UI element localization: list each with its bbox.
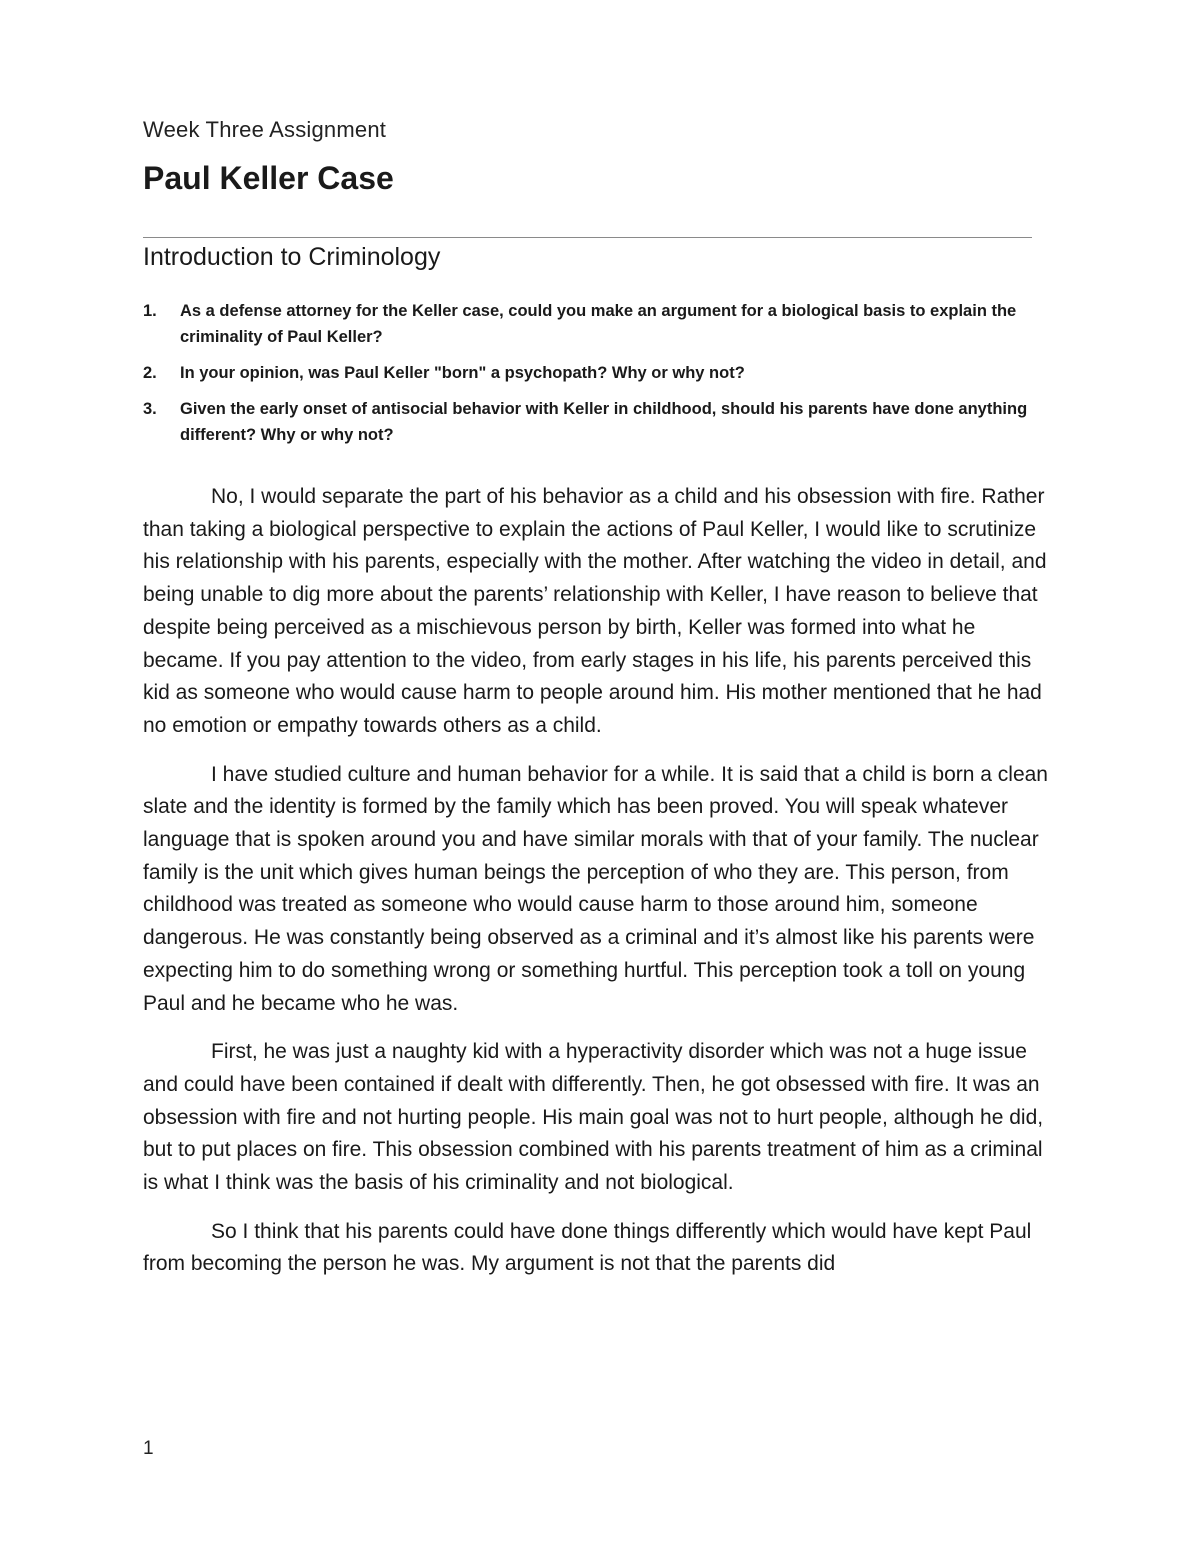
course-subtitle: Introduction to Criminology [143, 243, 441, 271]
essay-body [143, 481, 1048, 1297]
question-text: In your opinion, was Paul Keller "born" a psychopath? Why or why not? [180, 364, 745, 382]
question-list [143, 298, 1043, 458]
question-number: 1. [143, 302, 157, 320]
body-paragraph: First, he was just a naughty kid with a hyperactivity disorder which was not a huge issue and could have been contained if dealt with differently. Then, he got obsessed with fire. It was an obsession with fire and not hurting people. His main goal was not to hurt people, although he did, but to put places on fire. This obsession combined with his parents treatment of him as a criminal is what I think was the basis of his criminality and not biological. [143, 1040, 1044, 1195]
assignment-label: Week Three Assignment [143, 117, 387, 142]
question-text: Given the early onset of antisocial behavior with Keller in childhood, should his parents have done anything different? Why or why not? [180, 400, 1028, 444]
document-title: Paul Keller Case [143, 160, 394, 196]
question-text: As a defense attorney for the Keller case, could you make an argument for a biological basis to explain the criminality of Paul Keller? [180, 302, 1017, 346]
question-item [143, 360, 1043, 386]
title-divider [143, 237, 1032, 238]
body-paragraph: No, I would separate the part of his behavior as a child and his obsession with fire. Rather than taking a biological perspective to explain the actions of Paul Keller, I would like to scrutinize his relationship with his parents, especially with the mother. After watching the video in detail, and being unable to dig more about the parents’ relationship with Keller, I have reason to believe that despite being perceived as a mischievous person by birth, Keller was formed into what he became. If you pay attention to the video, from early stages in his life, his parents perceived this kid as someone who would cause harm to people around him. His mother mentioned that he had no emotion or empathy towards others as a child. [143, 485, 1047, 737]
body-paragraph: So I think that his parents could have done things differently which would have kept Paul from becoming the person he was. My argument is not that the parents did [143, 1219, 1032, 1276]
question-item [143, 298, 1043, 350]
question-item [143, 396, 1043, 448]
question-number: 3. [143, 400, 157, 418]
question-number: 2. [143, 364, 157, 382]
page-number: 1 [143, 1438, 154, 1459]
body-paragraph: I have studied culture and human behavior for a while. It is said that a child is born a clean slate and the identity is formed by the family which has been proved. You will speak whatever language that is spoken around you and have similar morals with that of your family. The nuclear family is the unit which gives human beings the perception of who they are. This person, from childhood was treated as someone who would cause harm to those around him, someone dangerous. He was constantly being observed as a criminal and it’s almost like his parents were expecting him to do something wrong or something hurtful. This perception took a toll on young Paul and he became who he was. [143, 762, 1048, 1015]
